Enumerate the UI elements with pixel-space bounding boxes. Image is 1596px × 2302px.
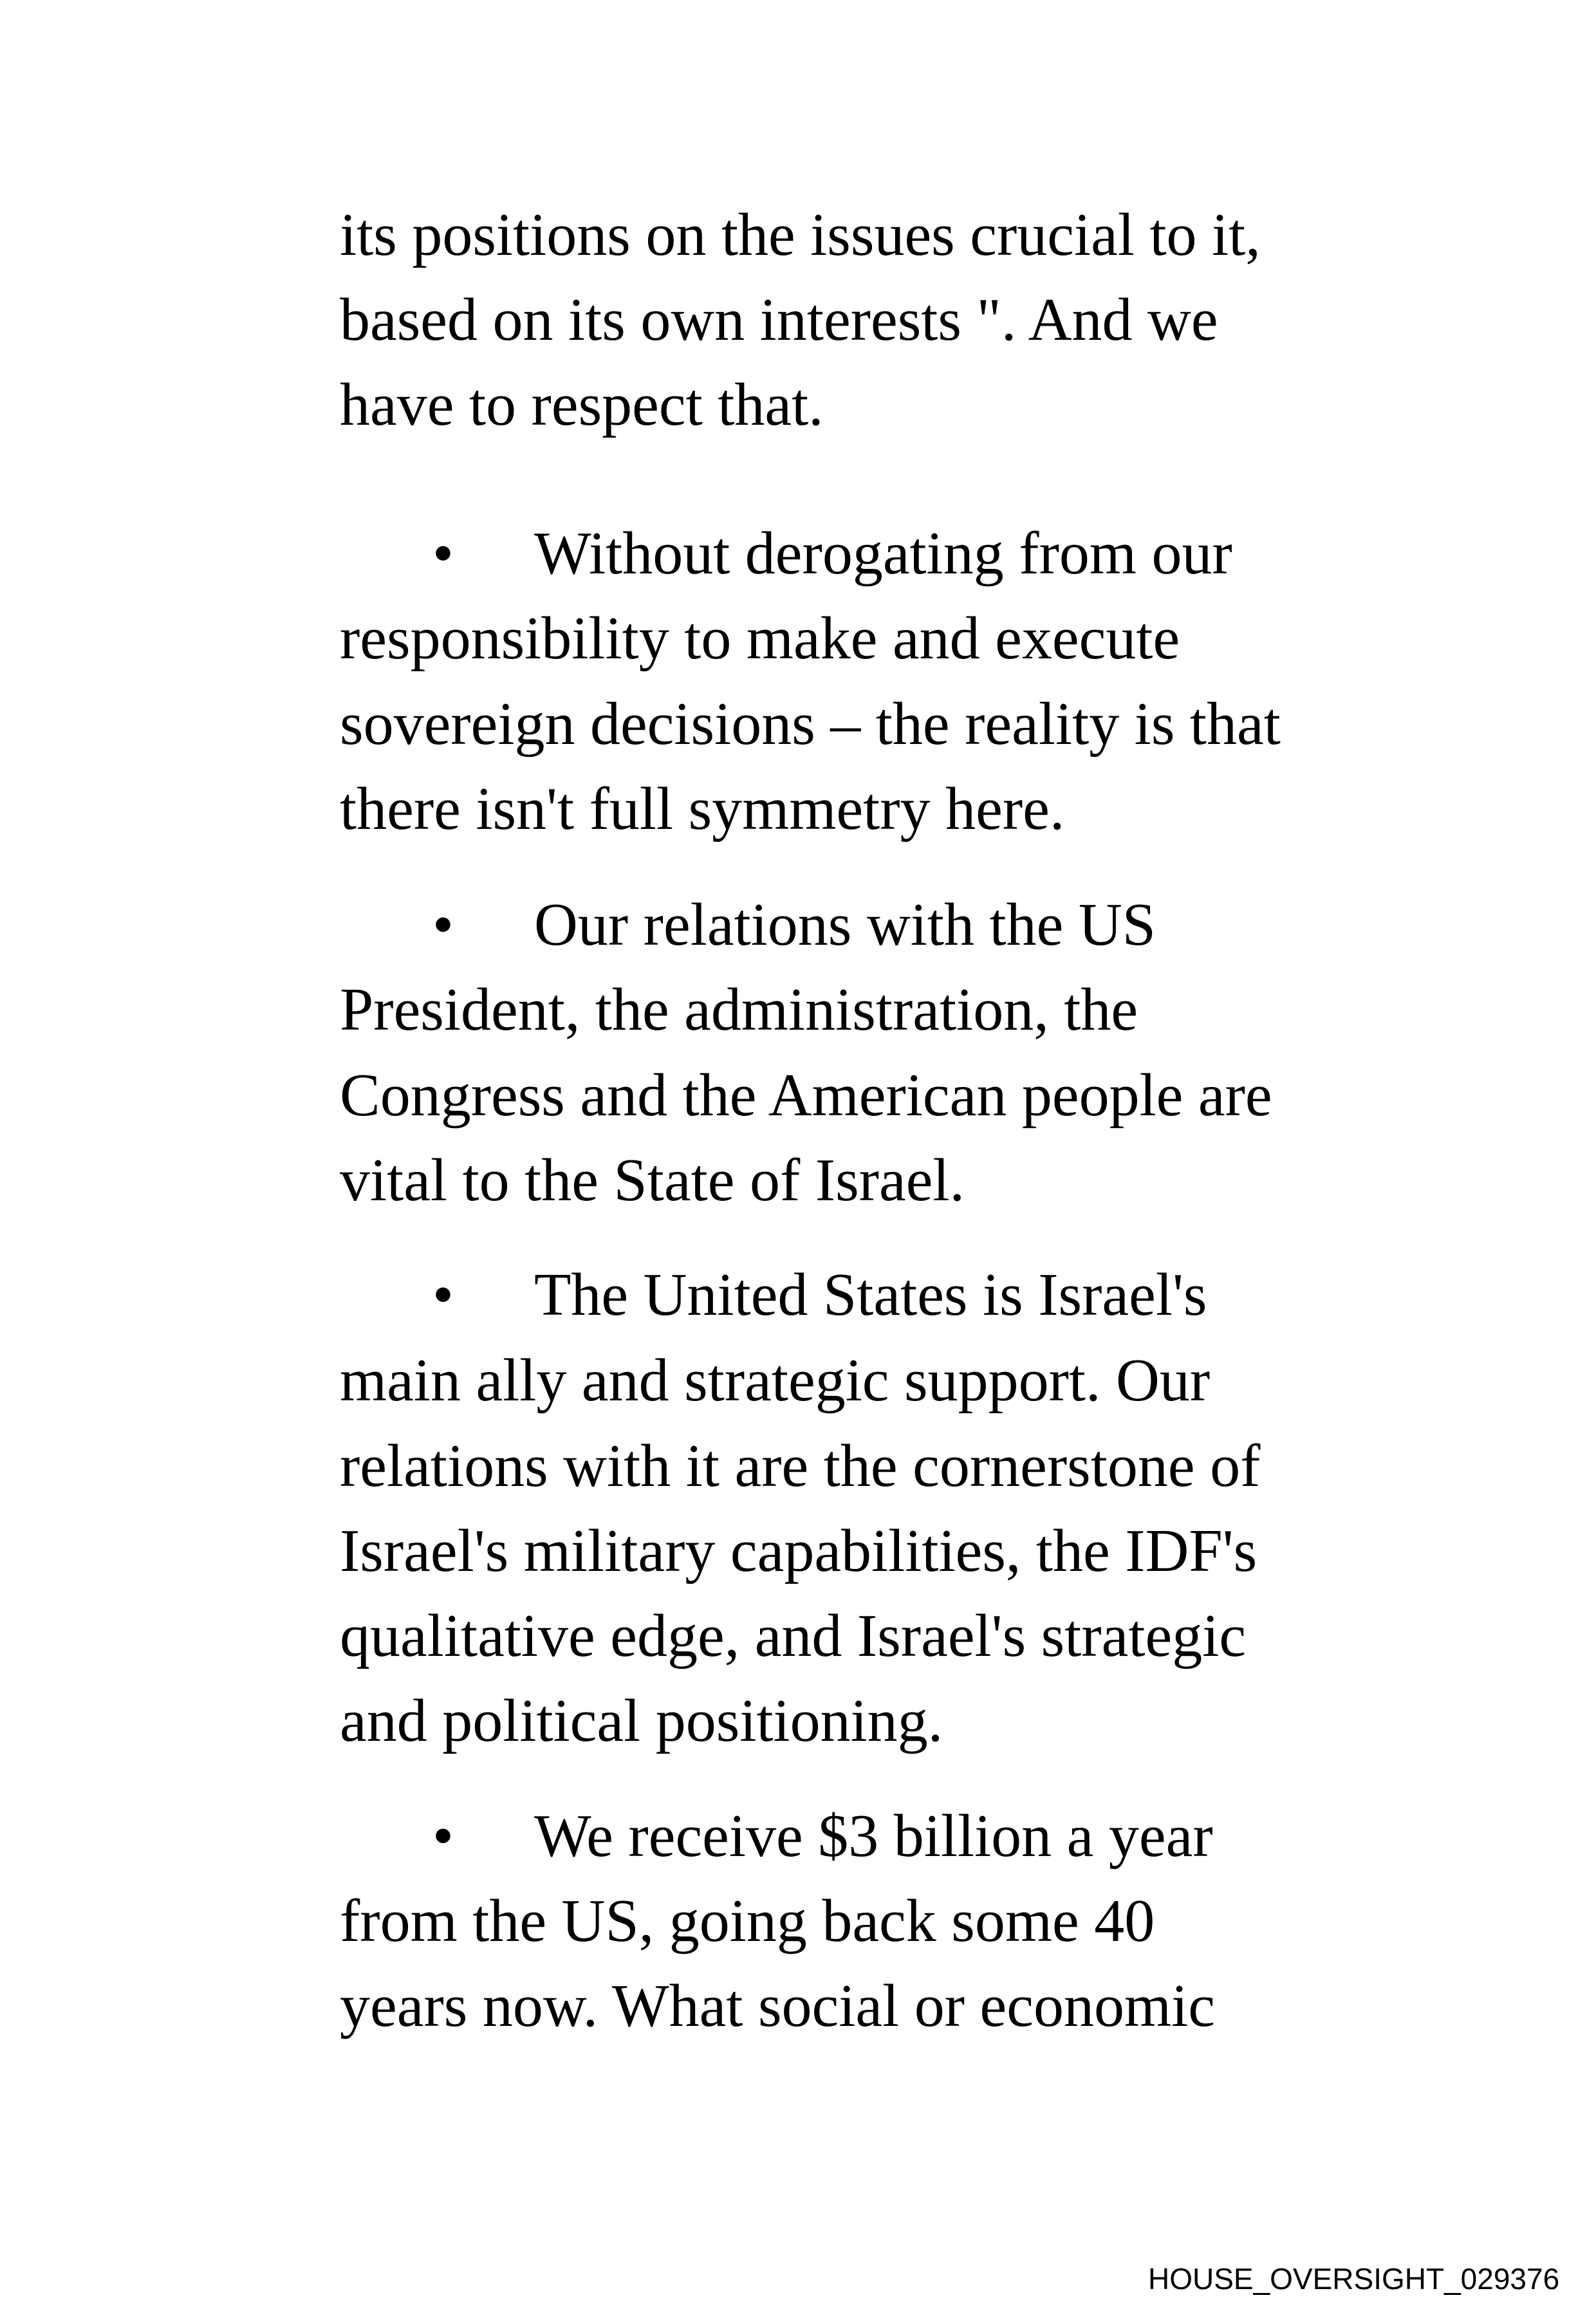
bullet-text: Without derogating from our [534,520,1232,587]
bullet-continuation-line: there isn't full symmetry here. [340,775,1065,842]
bullet-continuation-line: from the US, going back some 40 [340,1888,1155,1954]
bullet-icon: • [432,891,454,958]
bullet-continuation-line: main ally and strategic support. Our [340,1347,1211,1414]
bullet-continuation-line: relations with it are the cornerstone of [340,1433,1261,1499]
bullet-text: Our relations with the US [534,891,1156,958]
bullet-icon: • [432,520,454,587]
intro-line: have to respect that. [340,371,824,438]
bullet-icon: • [432,1261,454,1328]
bullet-continuation-line: Congress and the American people are [340,1062,1272,1129]
bullet-continuation-line: President, the administration, the [340,976,1138,1043]
bullet-continuation-line: qualitative edge, and Israel's strategic [340,1602,1247,1669]
bullet-continuation-line: responsibility to make and execute [340,605,1180,672]
bullet-text: The United States is Israel's [534,1261,1207,1328]
bullet-continuation-line: sovereign decisions – the reality is that [340,691,1281,757]
bullet-continuation-line: vital to the State of Israel. [340,1147,965,1214]
bullet-icon: • [432,1803,454,1870]
bullet-continuation-line: Israel's military capabilities, the IDF's [340,1518,1257,1584]
bullet-continuation-line: years now. What social or economic [340,1972,1215,2039]
bates-number: HOUSE_OVERSIGHT_029376 [1148,2262,1560,2296]
intro-line: its positions on the issues crucial to it, [340,201,1261,268]
intro-line: based on its own interests ". And we [340,286,1218,353]
bullet-continuation-line: and political positioning. [340,1687,943,1754]
bullet-text: We receive $3 billion a year [534,1803,1213,1870]
